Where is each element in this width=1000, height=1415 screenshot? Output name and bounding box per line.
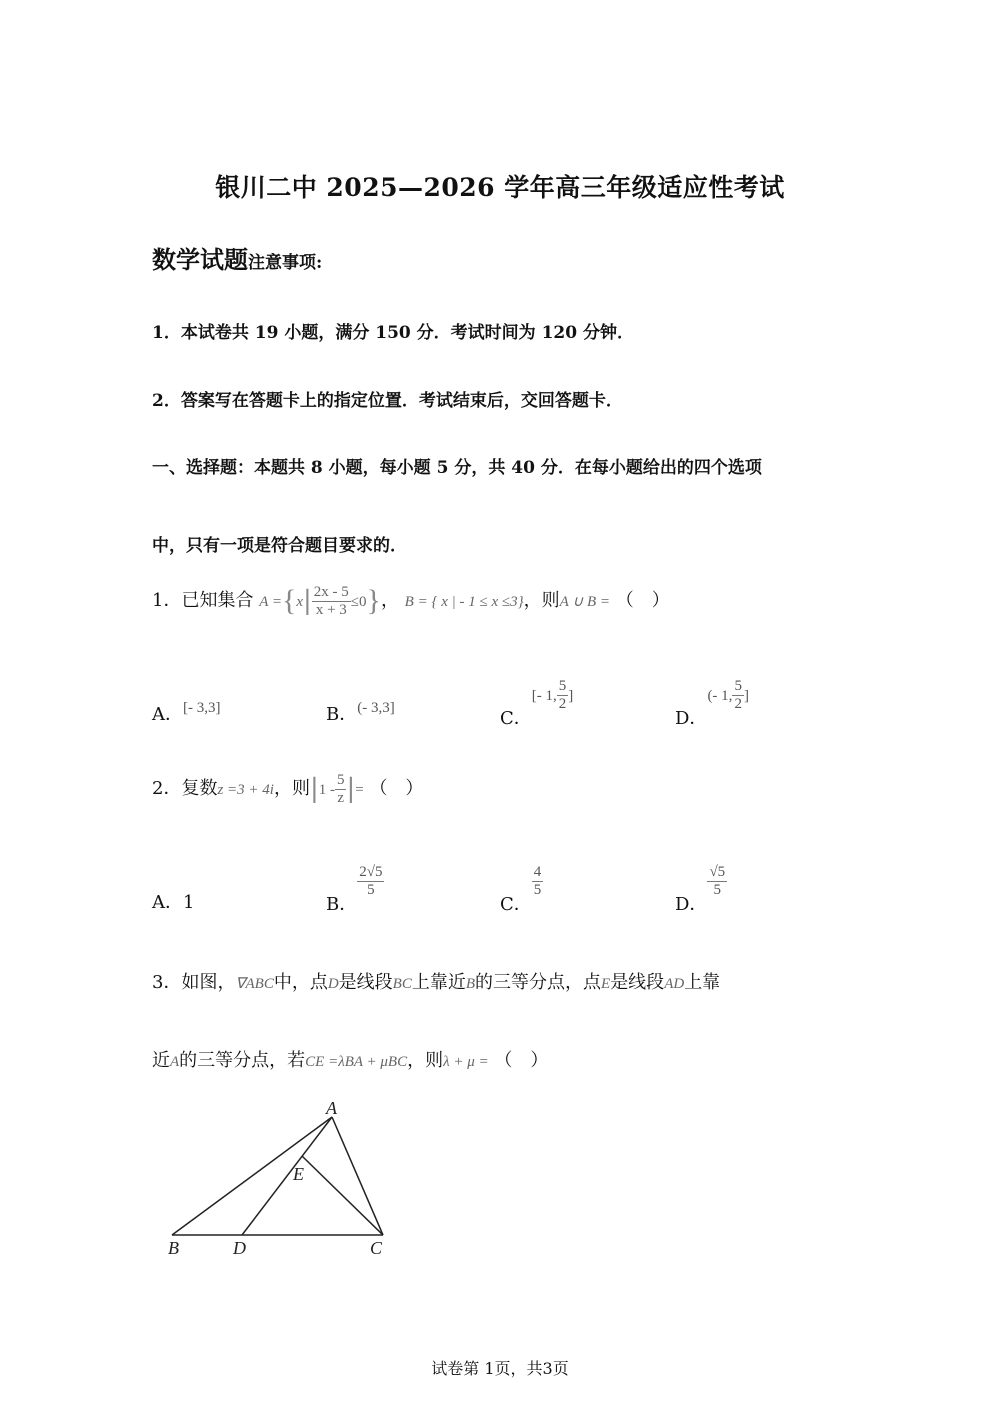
question-3-line1: 3．如图，∇ABC中，点D是线段BC上靠近B的三等分点，点E是线段AD上靠 (152, 972, 721, 993)
triangle-figure (160, 1092, 400, 1267)
section-heading-line1: 一、选择题：本题共 8 小题，每小题 5 分，共 40 分．在每小题给出的四个选项 (152, 458, 762, 478)
label-c: C (370, 1238, 383, 1258)
q1-setB: B = { x | - 1 ≤ x ≤3} (404, 594, 524, 610)
q1-blank: （ ） (615, 590, 670, 611)
q1-option-b: B．$^{(- 3,3]}$ (326, 700, 395, 725)
question-2: 2．复数z =3 + 4i，则|1 - $\frac{5}{z}$ |= （ ） (152, 772, 424, 806)
q2-option-d: D． $\frac{√5}{5}$ (675, 864, 726, 915)
q2-prefix: 2．复数 (152, 778, 218, 799)
segment-ac (332, 1117, 383, 1235)
segment-ce (302, 1156, 383, 1235)
q1-option-a: A．[- 3,3] (152, 700, 221, 725)
q1-setA-lhs: A = (259, 594, 282, 610)
q2-option-a: A．1 (152, 892, 195, 913)
notice-heading: 注意事项: (248, 253, 323, 273)
label-e: E (293, 1164, 304, 1184)
q2-then: ，则 (273, 778, 310, 799)
subject-title: 数学试题 (152, 245, 248, 274)
q1-option-c: C．[- 1, $\frac{5}{2}$ ] (500, 678, 574, 729)
label-b: B (168, 1238, 179, 1258)
q2-option-b: B． $\frac{2√5}{5}$ (326, 864, 383, 915)
subject-heading (152, 240, 322, 275)
page-footer: 试卷第 1页，共3页 (431, 1359, 569, 1378)
q1-setA-fraction: $\frac{2x - 5}{x + 3}$ (313, 584, 349, 618)
q1-sep: ， (380, 590, 399, 611)
segment-ab (172, 1117, 332, 1235)
notice-1: 1．本试卷共 19 小题，满分 150 分．考试时间为 120 分钟． (152, 323, 634, 343)
exam-title: 银川二中 2025—2026 学年高三年级适应性考试 (215, 173, 785, 202)
q1-setA-x: x (296, 594, 304, 610)
q2-fraction: $\frac{5}{z}$ (336, 772, 345, 806)
q1-then: ，则 (523, 590, 560, 611)
question-1: 1．已知集合 A ={x| $\frac{2x - 5}{x + 3}$ ≤0}， B = { x | - 1 ≤ x ≤3}，则A ∪ B = （ ） (152, 584, 670, 618)
section-heading-line2: 中，只有一项是符合题目要求的． (152, 536, 407, 556)
q1-prefix: 1．已知集合 (152, 590, 254, 611)
q1-option-d: D．(- 1, $\frac{5}{2}$ ] (675, 678, 749, 729)
label-a: A (326, 1098, 337, 1118)
q2-option-c: C． $\frac{4}{5}$ (500, 864, 542, 915)
label-d: D (233, 1238, 246, 1258)
notice-2: 2．答案写在答题卡上的指定位置．考试结束后，交回答题卡． (152, 391, 623, 411)
q2-z: z =3 + 4i (217, 782, 274, 798)
q2-blank: （ ） (369, 778, 424, 799)
segment-ad (242, 1117, 332, 1235)
question-3-line2: 近A的三等分点，若CE =λBA + μBC，则λ + μ = （ ） (152, 1050, 549, 1071)
q1-setA-rel: ≤0 (350, 594, 367, 610)
q1-expr: A ∪ B = (559, 594, 611, 610)
